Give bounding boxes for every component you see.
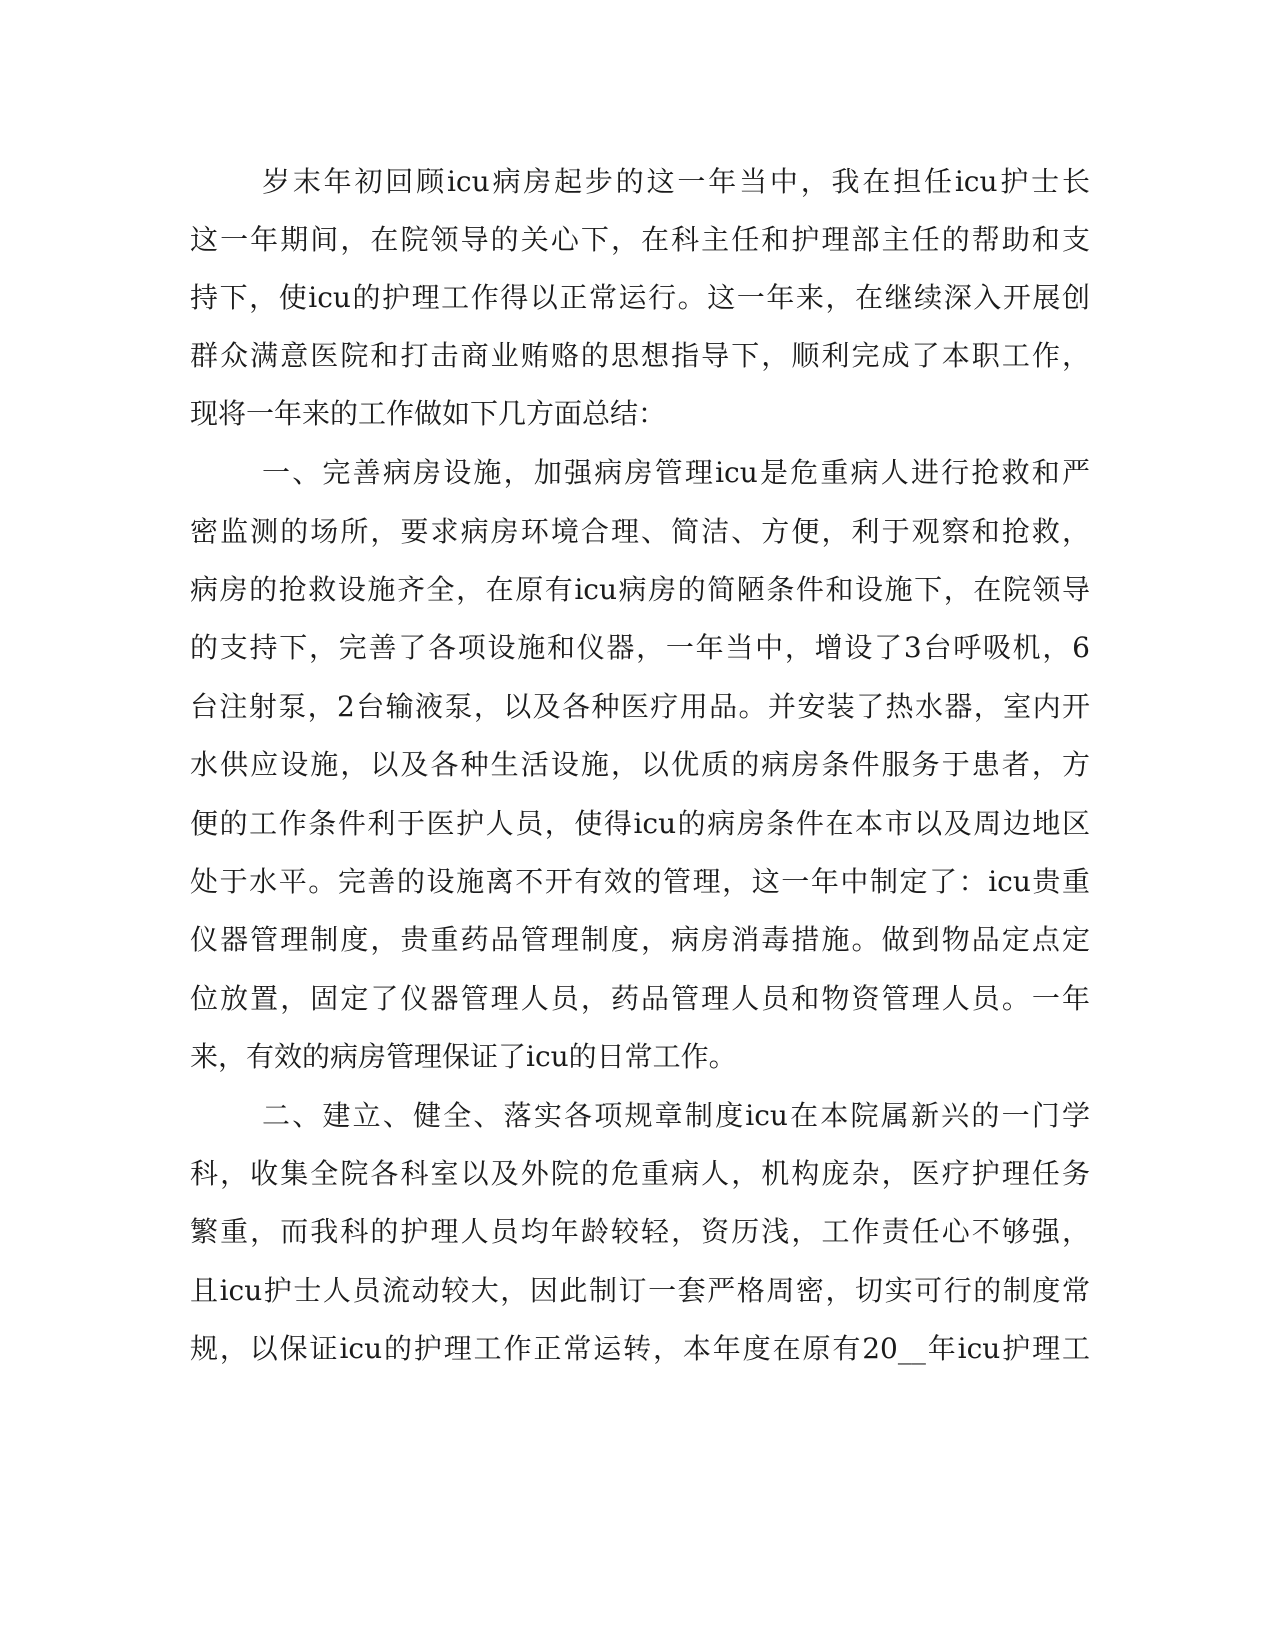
paragraph-3-line-1: 二、建立、健全、落实各项规章制度icu在本院属新兴的一门学	[262, 1099, 1090, 1132]
paragraph-1-line-4: 群众满意医院和打击商业贿赂的思想指导下，顺利完成了本职工作，	[190, 339, 1090, 372]
paragraph-2-line-11: 来，有效的病房管理保证了icu的日常工作。	[190, 1040, 737, 1073]
paragraph-2-line-1: 一、完善病房设施，加强病房管理icu是危重病人进行抢救和严	[262, 456, 1090, 489]
paragraph-2-line-6: 水供应设施，以及各种生活设施，以优质的病房条件服务于患者，方	[190, 748, 1090, 781]
paragraph-2-line-7: 便的工作条件利于医护人员，使得icu的病房条件在本市以及周边地区	[190, 807, 1090, 840]
paragraph-1-line-3: 持下，使icu的护理工作得以正常运行。这一年来，在继续深入开展创	[190, 281, 1090, 314]
paragraph-2-line-4: 的支持下，完善了各项设施和仪器，一年当中，增设了3台呼吸机，6	[190, 631, 1090, 664]
paragraph-2-line-9: 仪器管理制度，贵重药品管理制度，病房消毒措施。做到物品定点定	[190, 923, 1090, 956]
paragraph-3-line-2: 科，收集全院各科室以及外院的危重病人，机构庞杂，医疗护理任务	[190, 1157, 1090, 1190]
paragraph-2-line-10: 位放置，固定了仪器管理人员，药品管理人员和物资管理人员。一年	[190, 982, 1090, 1015]
paragraph-2-line-8: 处于水平。完善的设施离不开有效的管理，这一年中制定了：icu贵重	[190, 865, 1090, 898]
paragraph-1-line-5: 现将一年来的工作做如下几方面总结：	[190, 397, 667, 430]
paragraph-2-line-5: 台注射泵，2台输液泵，以及各种医疗用品。并安装了热水器，室内开	[190, 690, 1090, 723]
paragraph-1-line-2: 这一年期间，在院领导的关心下，在科主任和护理部主任的帮助和支	[190, 223, 1090, 256]
paragraph-2-line-3: 病房的抢救设施齐全，在原有icu病房的简陋条件和设施下，在院领导	[190, 573, 1090, 606]
paragraph-3-line-3: 繁重，而我科的护理人员均年龄较轻，资历浅，工作责任心不够强，	[190, 1215, 1090, 1248]
paragraph-1-line-1: 岁末年初回顾icu病房起步的这一年当中，我在担任icu护士长	[262, 165, 1090, 198]
paragraph-2-line-2: 密监测的场所，要求病房环境合理、简洁、方便，利于观察和抢救，	[190, 515, 1090, 548]
paragraph-3-line-4: 且icu护士人员流动较大，因此制订一套严格周密，切实可行的制度常	[190, 1274, 1090, 1307]
paragraph-3-line-5: 规，以保证icu的护理工作正常运转，本年度在原有20__年icu护理工	[190, 1332, 1090, 1365]
